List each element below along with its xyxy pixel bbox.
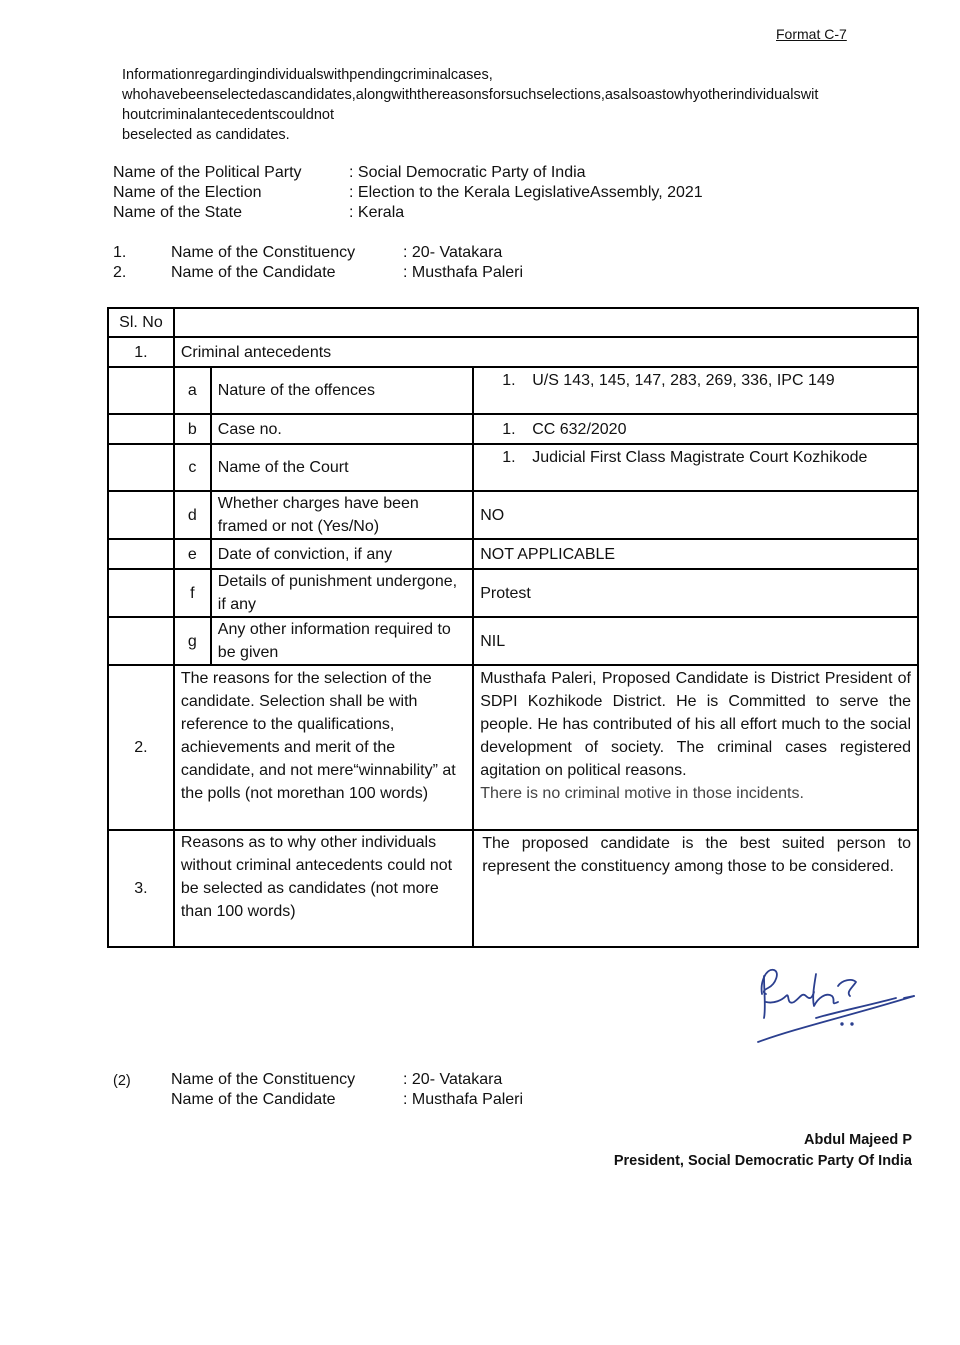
other-individuals-text: The proposed candidate is the best suited person to represent the constituency among those to be considered. (482, 835, 911, 875)
row-sl-empty (108, 367, 174, 414)
punishment-value: Protest (473, 569, 918, 617)
criminal-antecedents-table (107, 307, 919, 948)
selection-reasons-value (473, 665, 918, 830)
table-row (108, 665, 918, 830)
other-individuals-field: Reasons as to why other individuals without criminal antecedents could not be selected as candidates (not more than 100 words) (174, 830, 473, 947)
row-field: Nature of the offences (211, 367, 473, 414)
footer-candidate-value: : Musthafa Paleri (403, 1091, 524, 1108)
row-title: Criminal antecedents (174, 337, 918, 367)
intro-text (122, 65, 892, 145)
table-row (108, 569, 918, 617)
offences-value: U/S 143, 145, 147, 283, 269, 336, IPC 149 (532, 372, 835, 389)
row-value (473, 367, 918, 414)
table-row (108, 414, 918, 444)
row-letter: c (174, 444, 211, 491)
other-info-value: NIL (473, 617, 918, 665)
row-sl-empty (108, 539, 174, 569)
conviction-value: NOT APPLICABLE (473, 539, 918, 569)
table-row (108, 617, 918, 665)
court-value: Judicial First Class Magistrate Court Kozhikode (532, 449, 868, 466)
row-letter: a (174, 367, 211, 414)
footer-constituency-label: Name of the Constituency (171, 1071, 356, 1088)
format-code: Format C-7 (776, 26, 847, 42)
election-value: : Election to the Kerala LegislativeAssembly, 2021 (349, 184, 703, 201)
row-field: Name of the Court (211, 444, 473, 491)
row-letter: f (174, 569, 211, 617)
row-sl-empty (108, 491, 174, 539)
row-field: Any other information required to be given (211, 617, 473, 665)
row-sl-empty (108, 444, 174, 491)
footer-candidate-label: Name of the Candidate (171, 1091, 336, 1108)
footer-number: (2) (113, 1073, 131, 1089)
charges-value: NO (473, 491, 918, 539)
table-row (108, 444, 918, 491)
row-sl: 1. (108, 337, 174, 367)
row-letter: g (174, 617, 211, 665)
other-individuals-value (473, 830, 918, 947)
election-label: Name of the Election (113, 184, 262, 201)
candidate-label: Name of the Candidate (171, 264, 336, 281)
row-field: Case no. (211, 414, 473, 444)
table-row (108, 337, 918, 367)
row-sl-empty (108, 617, 174, 665)
intro-line: houtcriminalantecedentscouldnot (122, 107, 334, 123)
table-header-row (108, 308, 918, 337)
signature-image (756, 962, 920, 1048)
party-value: : Social Democratic Party of India (349, 164, 586, 181)
selection-reasons-last-line: There is no criminal motive in those incidents. (480, 785, 804, 802)
selection-reasons-field: The reasons for the selection of the candidate. Selection shall be with reference to the qualifications, achievements and merit of the candidate, and not mere“winnability” at the polls (not morethan 100 words) (174, 665, 473, 830)
state-label: Name of the State (113, 204, 242, 221)
list-number: 1. (502, 372, 516, 389)
row-value (473, 414, 918, 444)
table-row (108, 367, 918, 414)
candidate-value: : Musthafa Paleri (403, 264, 524, 281)
row-sl: 2. (108, 665, 174, 830)
table-row (108, 491, 918, 539)
row-field: Details of punishment undergone, if any (211, 569, 473, 617)
selection-reasons-text: Musthafa Paleri, Proposed Candidate is District President of SDPI Kozhikode District. He is Committed to serve the people. He has contributed of his all effort much to the social development of society. The criminal cases registered agitation on political reasons. (480, 670, 911, 779)
signatory-title: President, Social Democratic Party Of India (613, 1153, 912, 1169)
intro-line: Informationregardingindividualswithpendingcriminalcases, (122, 67, 493, 83)
item-number: 1. (113, 244, 127, 261)
signatory-block (614, 1130, 912, 1172)
row-field: Whether charges have been framed or not (Yes/No) (211, 491, 473, 539)
list-number: 1. (502, 420, 516, 438)
list-number: 1. (502, 449, 516, 466)
row-letter: e (174, 539, 211, 569)
row-sl-empty (108, 569, 174, 617)
row-value (473, 444, 918, 491)
row-letter: d (174, 491, 211, 539)
party-label: Name of the Political Party (113, 164, 302, 181)
signatory-name: Abdul Majeed P (804, 1132, 912, 1148)
row-letter: b (174, 414, 211, 444)
header-blank (174, 308, 918, 337)
constituency-value: : 20- Vatakara (403, 244, 503, 261)
row-sl: 3. (108, 830, 174, 947)
table-row (108, 539, 918, 569)
table-row (108, 830, 918, 947)
header-sl-no: Sl. No (108, 308, 174, 337)
case-no-value: CC 632/2020 (532, 420, 627, 438)
row-field: Date of conviction, if any (211, 539, 473, 569)
state-value: : Kerala (349, 204, 405, 221)
row-sl-empty (108, 414, 174, 444)
item-number: 2. (113, 264, 127, 281)
footer-constituency-value: : 20- Vatakara (403, 1071, 503, 1088)
constituency-label: Name of the Constituency (171, 244, 356, 261)
intro-line: beselected as candidates. (122, 127, 290, 143)
intro-line: whohavebeenselectedascandidates,alongwiththereasonsforsuchselections,asalsoastowhyotherindividualswit (122, 87, 819, 103)
